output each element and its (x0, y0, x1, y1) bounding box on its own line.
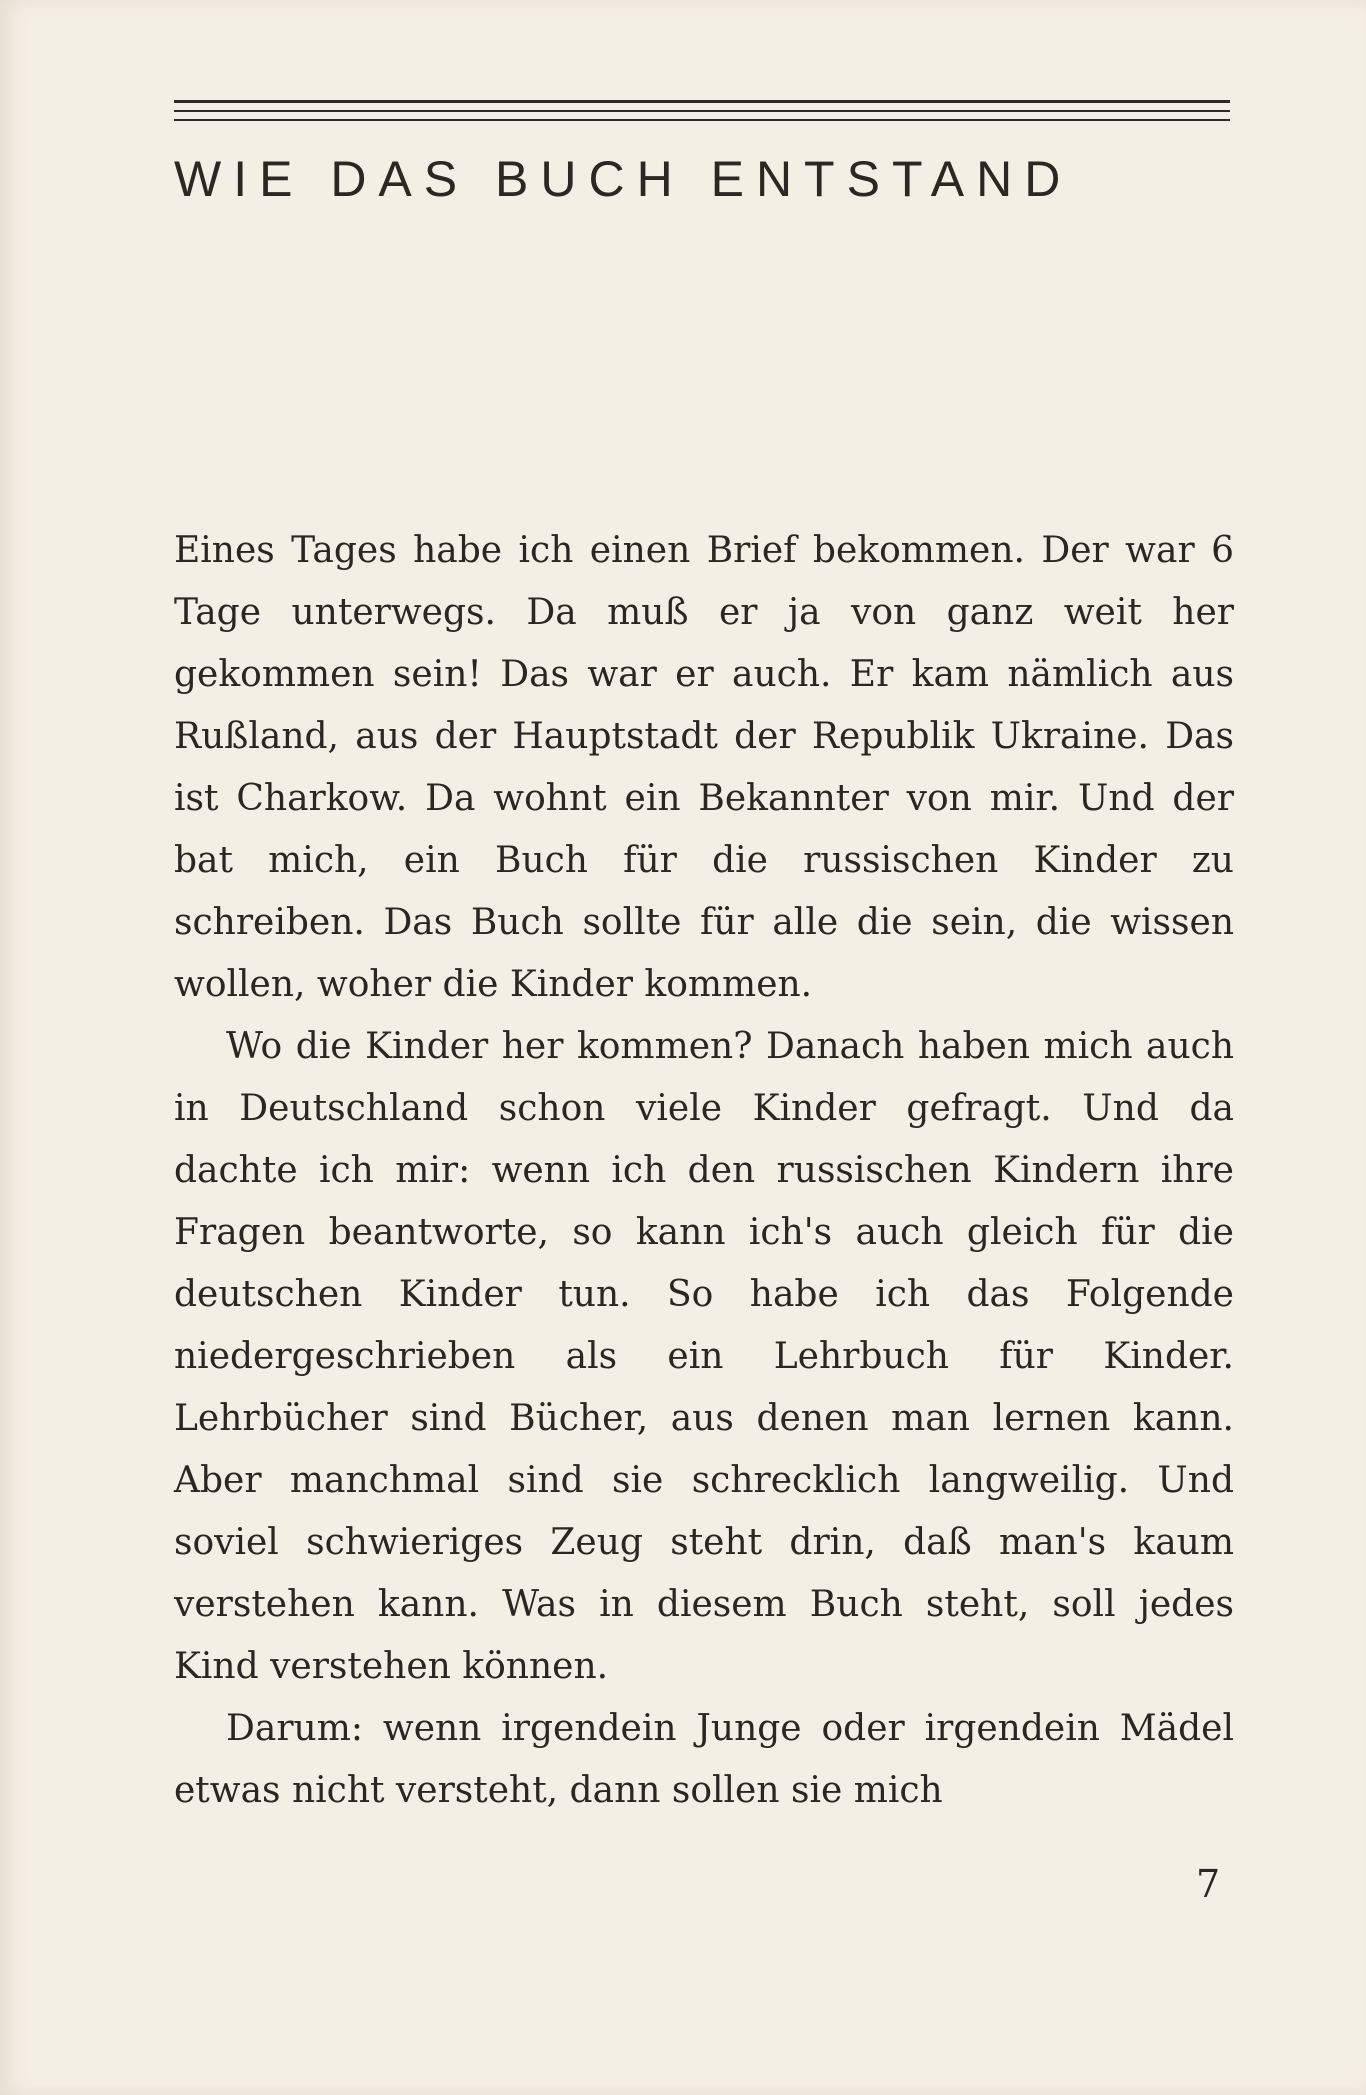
paragraph-2: Wo die Kinder her kommen? Danach haben mich auch in Deutschland schon viele Kinder gefragt. Und da dachte ich mir: wenn ich den russischen Kindern ihre Fragen beantworte, so kann ich's auch gleich für die deutschen Kinder tun. So habe ich das Folgende niedergeschrieben als ein Lehrbuch für Kinder. Lehrbücher sind Bücher, aus denen man lernen kann. Aber manchmal sind sie schrecklich langweilig. Und soviel schwieriges Zeug steht drin, daß man's kaum verstehen kann. Was in diesem Buch steht, soll jedes Kind verstehen können. (174, 1026, 1234, 1687)
chapter-heading: WIE DAS BUCH ENTSTAND (174, 151, 1073, 207)
paragraph-3: Darum: wenn irgendein Junge oder irgendein Mädel etwas nicht versteht, dann sollen sie mich (174, 1708, 1234, 1811)
header-rule-top (174, 100, 1230, 103)
header-rule-middle (174, 110, 1230, 112)
paragraph-1: Eines Tages habe ich einen Brief bekommen. Der war 6 Tage unterwegs. Da muß er ja von ganz weit her gekommen sein! Das war er auch. Er kam nämlich aus Rußland, aus der Hauptstadt der Republik Ukraine. Das ist Charkow. Da wohnt ein Bekannter von mir. Und der bat mich, ein Buch für die russischen Kinder zu schreiben. Das Buch sollte für alle die sein, die wissen wollen, woher die Kinder kommen. (174, 530, 1234, 1005)
body-text (174, 520, 1234, 1822)
header-rules (174, 100, 1230, 128)
header-rule-bottom (174, 119, 1230, 121)
page-number: 7 (1196, 1862, 1221, 1906)
